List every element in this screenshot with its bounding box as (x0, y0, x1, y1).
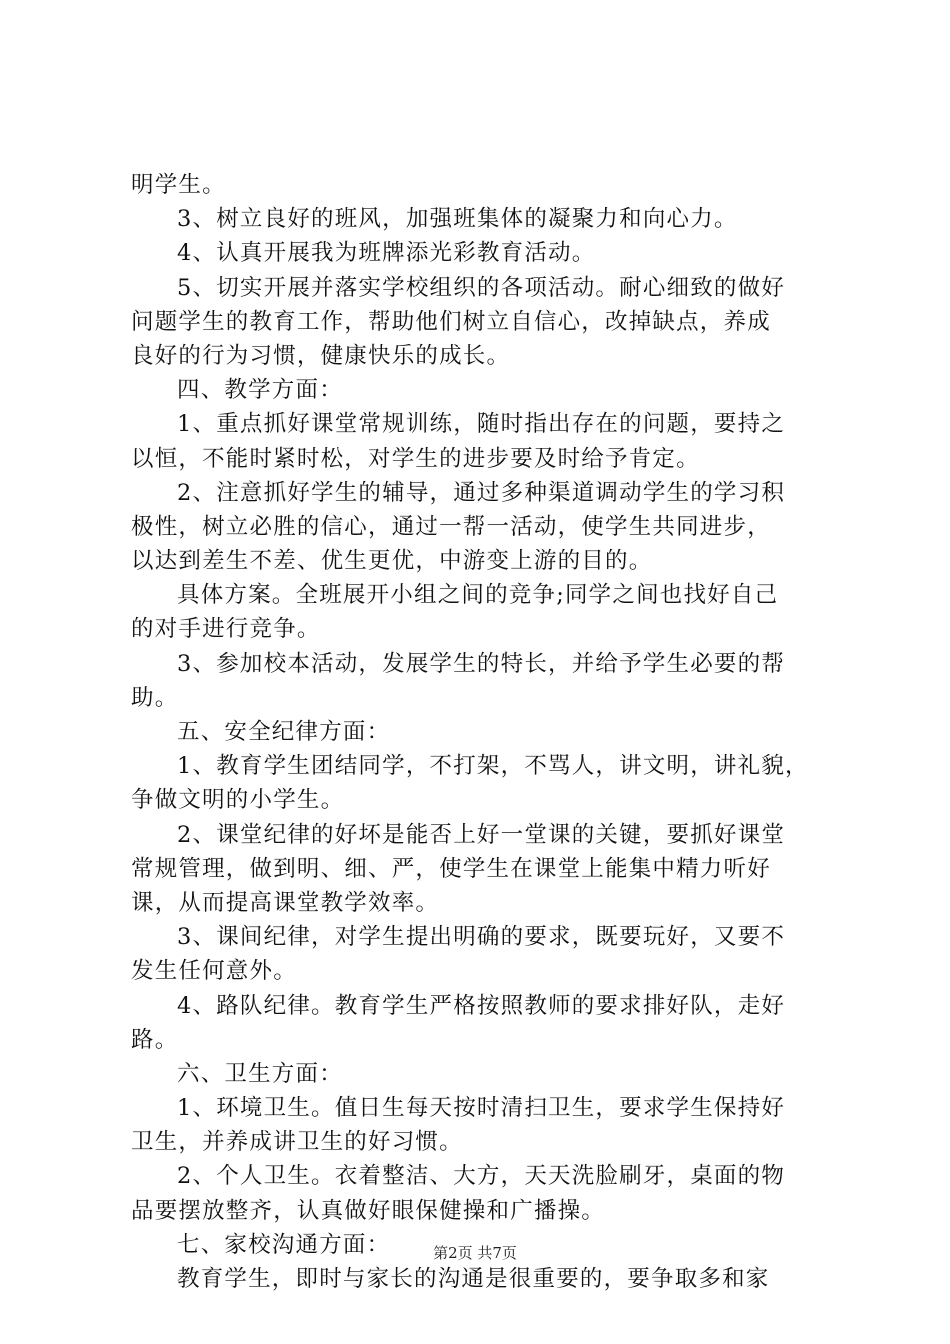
text-line: 五、安全纪律方面： (177, 719, 391, 745)
text-line: 1、教育学生团结同学，不打架，不骂人，讲文明，讲礼貌， (177, 753, 809, 780)
text-line: 2、个人卫生。衣着整洁、大方，天天洗脸刷牙，桌面的物 (177, 1163, 786, 1190)
text-line: 六、卫生方面： (177, 1060, 343, 1087)
text-line: 1、环境卫生。值日生每天按时清扫卫生，要求学生保持好 (177, 1095, 786, 1122)
text-line: 发生任何意外。 (131, 958, 297, 985)
text-line: 常规管理，做到明、细、严，使学生在课堂上能集中精力听好 (131, 855, 771, 882)
text-line: 3、参加校本活动，发展学生的特长，并给予学生必要的帮 (177, 650, 786, 677)
text-line: 具体方案。全班展开小组之间的竞争;同学之间也找好自己 (177, 582, 779, 609)
text-line: 良好的行为习惯，健康快乐的成长。 (131, 342, 511, 369)
text-line: 明学生。 (131, 172, 226, 198)
text-line: 5、切实开展并落实学校组织的各项活动。耐心细致的做好 (177, 274, 786, 301)
text-line: 4、路队纪律。教育学生严格按照教师的要求排好队，走好 (177, 992, 786, 1019)
text-line: 问题学生的教育工作，帮助他们树立自信心，改掉缺点，养成 (131, 308, 771, 335)
text-line: 3、课间纪律，对学生提出明确的要求，既要玩好，又要不 (177, 924, 786, 951)
text-line: 以恒，不能时紧时松，对学生的进步要及时给予肯定。 (131, 445, 700, 472)
text-line: 路。 (131, 1026, 179, 1053)
text-line: 以达到差生不差、优生更优，中游变上游的目的。 (131, 548, 653, 575)
text-line: 极性，树立必胜的信心，通过一帮一活动，使学生共同进步， (131, 513, 771, 540)
text-line: 教育学生，即时与家长的沟通是很重要的，要争取多和家 (177, 1266, 770, 1292)
text-line: 2、课堂纪律的好坏是能否上好一堂课的关键，要抓好课堂 (177, 821, 786, 848)
text-line: 七、家校沟通方面： (177, 1231, 391, 1258)
text-line: 3、树立良好的班风，加强班集体的凝聚力和向心力。 (177, 206, 738, 233)
text-line: 卫生，并养成讲卫生的好习惯。 (131, 1129, 463, 1156)
text-line: 的对手进行竞争。 (131, 616, 321, 643)
text-line: 助。 (131, 684, 179, 711)
text-line: 四、教学方面： (177, 377, 343, 404)
page-footer: 第2页 共7页 (433, 1244, 517, 1262)
document-body (131, 168, 831, 1296)
text-line: 4、认真开展我为班牌添光彩教育活动。 (177, 240, 596, 267)
text-line: 课，从而提高课堂教学效率。 (131, 889, 440, 916)
text-line: 品要摆放整齐，认真做好眼保健操和广播操。 (131, 1197, 606, 1224)
text-line: 1、重点抓好课堂常规训练，随时指出存在的问题，要持之 (177, 411, 786, 438)
text-line: 争做文明的小学生。 (131, 787, 345, 814)
text-line: 2、注意抓好学生的辅导，通过多种渠道调动学生的学习积 (177, 479, 786, 506)
